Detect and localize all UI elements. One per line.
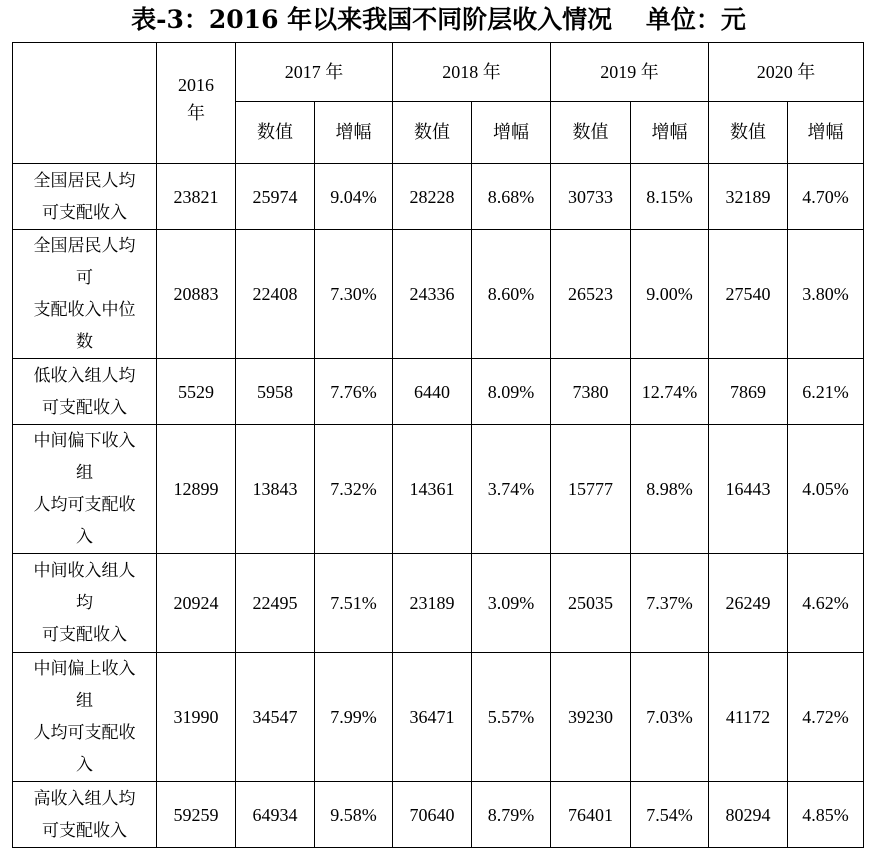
row-label-line: 可支配收入	[42, 820, 127, 841]
row-label-line: 低收入组人均	[33, 365, 136, 386]
row-label-line: 可支配收入	[42, 202, 127, 223]
value-cell: 70640	[393, 782, 472, 848]
value-cell: 28228	[393, 164, 472, 230]
header-value: 数值	[393, 102, 472, 164]
row-label-line: 全国居民人均	[33, 170, 136, 191]
row-label-line: 可	[76, 268, 93, 288]
growth-cell: 8.79%	[472, 782, 551, 848]
header-row-years	[13, 43, 864, 102]
value-cell: 22408	[236, 230, 315, 359]
row-label	[13, 782, 157, 848]
row-label-line: 入	[76, 755, 93, 775]
value-cell: 24336	[393, 230, 472, 359]
corner-cell	[13, 43, 157, 164]
value-cell: 6440	[393, 359, 472, 425]
row-label-line: 可支配收入	[42, 625, 127, 645]
growth-cell: 3.80%	[788, 230, 864, 359]
header-year-2019: 2019 年	[551, 43, 709, 102]
growth-cell: 8.60%	[472, 230, 551, 359]
header-2016-number: 2016	[178, 75, 214, 95]
value-2016-cell: 20924	[157, 554, 236, 653]
row-label-line: 中间收入组人	[33, 561, 136, 581]
growth-cell: 7.37%	[631, 554, 709, 653]
value-cell: 22495	[236, 554, 315, 653]
header-growth: 增幅	[631, 102, 709, 164]
growth-cell: 9.04%	[315, 164, 393, 230]
row-label-line: 支配收入中位	[33, 300, 136, 320]
growth-cell: 7.32%	[315, 425, 393, 554]
row-label	[13, 653, 157, 782]
header-growth: 增幅	[788, 102, 864, 164]
growth-cell: 7.76%	[315, 359, 393, 425]
table-row	[13, 359, 864, 425]
value-2016-cell: 59259	[157, 782, 236, 848]
value-2016-cell: 20883	[157, 230, 236, 359]
table-row	[13, 425, 864, 554]
growth-cell: 7.51%	[315, 554, 393, 653]
header-value: 数值	[236, 102, 315, 164]
growth-cell: 7.30%	[315, 230, 393, 359]
row-label-line: 组	[76, 691, 93, 711]
value-2016-cell: 5529	[157, 359, 236, 425]
growth-cell: 4.85%	[788, 782, 864, 848]
growth-cell: 7.99%	[315, 653, 393, 782]
header-growth: 增幅	[472, 102, 551, 164]
row-label-line: 人均可支配收	[33, 495, 136, 515]
row-label	[13, 164, 157, 230]
growth-cell: 8.15%	[631, 164, 709, 230]
value-cell: 16443	[709, 425, 788, 554]
row-label-line: 人均可支配收	[33, 723, 136, 743]
growth-cell: 7.54%	[631, 782, 709, 848]
table-row	[13, 164, 864, 230]
growth-cell: 9.58%	[315, 782, 393, 848]
growth-cell: 5.57%	[472, 653, 551, 782]
value-cell: 13843	[236, 425, 315, 554]
value-cell: 32189	[709, 164, 788, 230]
value-cell: 25974	[236, 164, 315, 230]
value-cell: 76401	[551, 782, 631, 848]
value-cell: 41172	[709, 653, 788, 782]
value-2016-cell: 23821	[157, 164, 236, 230]
table-title: 表-3：2016 年以来我国不同阶层收入情况 单位：元	[131, 5, 746, 34]
value-cell: 26249	[709, 554, 788, 653]
value-cell: 34547	[236, 653, 315, 782]
growth-cell: 6.21%	[788, 359, 864, 425]
value-cell: 23189	[393, 554, 472, 653]
value-cell: 5958	[236, 359, 315, 425]
growth-cell: 3.74%	[472, 425, 551, 554]
row-label-line: 中间偏上收入	[33, 659, 136, 679]
value-cell: 27540	[709, 230, 788, 359]
growth-cell: 3.09%	[472, 554, 551, 653]
value-cell: 7380	[551, 359, 631, 425]
value-cell: 36471	[393, 653, 472, 782]
table-row	[13, 653, 864, 782]
row-label-line: 均	[76, 593, 93, 613]
header-value: 数值	[709, 102, 788, 164]
value-cell: 15777	[551, 425, 631, 554]
row-label-line: 全国居民人均	[33, 236, 136, 256]
growth-cell: 4.70%	[788, 164, 864, 230]
table-row	[13, 230, 864, 359]
row-label	[13, 230, 157, 359]
value-cell: 25035	[551, 554, 631, 653]
growth-cell: 4.05%	[788, 425, 864, 554]
header-growth: 增幅	[315, 102, 393, 164]
row-label	[13, 425, 157, 554]
value-cell: 30733	[551, 164, 631, 230]
income-table	[12, 42, 864, 848]
growth-cell: 4.62%	[788, 554, 864, 653]
row-label-line: 中间偏下收入	[33, 431, 136, 451]
row-label-line: 可支配收入	[42, 397, 127, 418]
value-2016-cell: 31990	[157, 653, 236, 782]
row-label-line: 数	[76, 332, 93, 352]
growth-cell: 12.74%	[631, 359, 709, 425]
growth-cell: 8.98%	[631, 425, 709, 554]
row-label-line: 高收入组人均	[33, 788, 136, 809]
value-cell: 39230	[551, 653, 631, 782]
header-2016	[157, 43, 236, 164]
table-body	[13, 164, 864, 848]
table-row	[13, 554, 864, 653]
table-row	[13, 782, 864, 848]
value-cell: 14361	[393, 425, 472, 554]
value-2016-cell: 12899	[157, 425, 236, 554]
value-cell: 7869	[709, 359, 788, 425]
header-year-2017: 2017 年	[236, 43, 393, 102]
growth-cell: 7.03%	[631, 653, 709, 782]
row-label-line: 组	[76, 463, 93, 483]
header-year-2018: 2018 年	[393, 43, 551, 102]
growth-cell: 4.72%	[788, 653, 864, 782]
row-label	[13, 359, 157, 425]
value-cell: 80294	[709, 782, 788, 848]
row-label	[13, 554, 157, 653]
growth-cell: 9.00%	[631, 230, 709, 359]
header-2016-unit: 年	[187, 103, 205, 123]
value-cell: 26523	[551, 230, 631, 359]
header-value: 数值	[551, 102, 631, 164]
growth-cell: 8.68%	[472, 164, 551, 230]
row-label-line: 入	[76, 527, 93, 547]
growth-cell: 8.09%	[472, 359, 551, 425]
header-year-2020: 2020 年	[709, 43, 864, 102]
value-cell: 64934	[236, 782, 315, 848]
